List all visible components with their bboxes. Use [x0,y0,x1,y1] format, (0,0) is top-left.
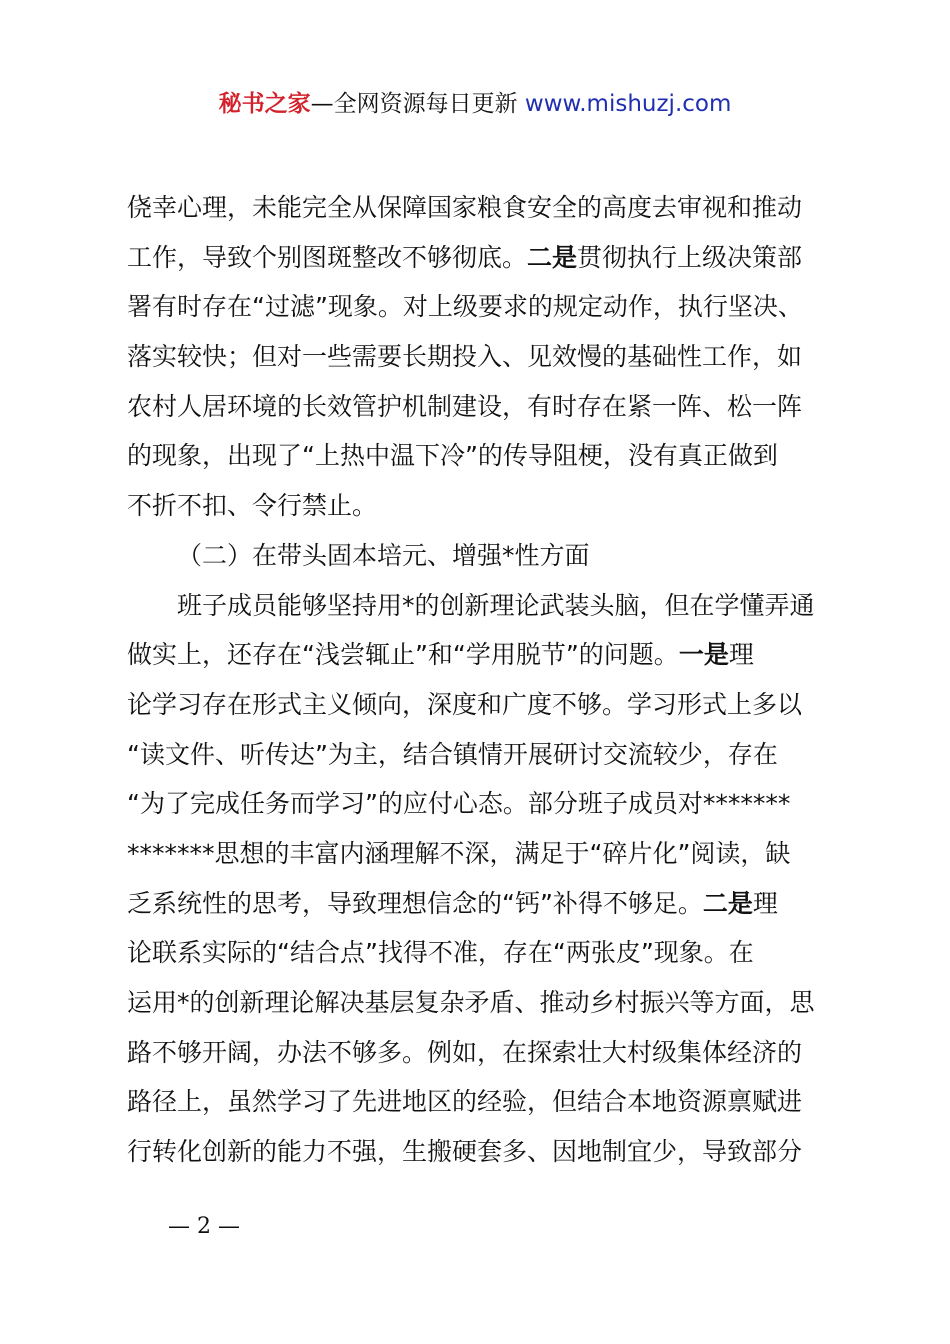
text-segment: 路径上，虽然学习了先进地区的经验，但结合本地资源禀赋进 [127,1087,803,1117]
text-segment: 论学习存在形式主义倾向，深度和广度不够。学习形式上多以 [127,689,803,719]
text-line [127,332,839,382]
text-segment: 不折不扣、令行禁止。 [127,491,378,521]
text-line [127,481,839,531]
text-line [127,1077,839,1127]
site-header [0,88,950,120]
text-segment: 工作，导致个别图斑整改不够彻底。 [127,242,528,272]
text-line [127,928,839,978]
text-segment: 署有时存在“过滤”现象。对上级要求的规定动作，执行坚决、 [127,292,803,322]
text-line [127,382,839,432]
text-line [127,1028,839,1078]
text-segment: 的现象，出现了“上热中温下冷”的传导阻梗，没有真正做到 [127,441,778,471]
site-brand: 秘书之家 [218,91,311,117]
text-line [127,829,839,879]
bold-marker: 二是 [527,242,578,272]
bold-marker: 一是 [678,640,729,670]
text-segment: “读文件、听传达”为主，结合镇情开展研讨交流较少，存在 [127,739,778,769]
text-line [127,680,839,730]
text-segment: 运用*的创新理论解决基层复杂矛盾、推动乡村振兴等方面，思 [127,988,815,1017]
text-line [127,730,839,780]
page-number: — 2 — [168,1214,240,1239]
text-line [127,879,839,929]
text-segment: 班子成员能够坚持用*的创新理论武装头脑，但在学懂弄通 [177,590,815,620]
text-line [127,630,839,680]
text-segment: *******思想的丰富内涵理解不深，满足于“碎片化”阅读，缺 [127,838,791,868]
text-segment: 论联系实际的“结合点”找得不准，存在“两张皮”现象。在 [127,938,754,968]
text-segment: （二）在带头固本培元、增强*性方面 [177,540,590,570]
text-segment: 落实较快；但对一些需要长期投入、见效慢的基础性工作，如 [127,342,803,372]
text-line [127,978,839,1028]
text-line [127,581,839,631]
text-segment: 农村人居环境的长效管护机制建设，有时存在紧一阵、松一阵 [127,391,803,421]
text-segment: “为了完成任务而学习”的应付心态。部分班子成员对******* [127,789,791,819]
text-line [127,282,839,332]
text-line [127,779,839,829]
text-segment: 做实上，还存在“浅尝辄止”和“学用脱节”的问题。 [127,640,679,670]
text-line [127,183,839,233]
text-segment: 贯彻执行上级决策部 [577,242,803,272]
text-line [127,1127,839,1177]
document-body [127,183,839,1177]
bold-marker: 二是 [702,888,753,918]
site-url[interactable]: www.mishuzj.com [524,91,732,117]
site-tagline: —全网资源每日更新 [310,91,525,117]
text-line [127,431,839,481]
section-heading [127,531,839,581]
text-segment: 理 [752,888,778,918]
text-segment: 路不够开阔，办法不够多。例如，在探索壮大村级集体经济的 [127,1037,803,1067]
text-segment: 理 [728,640,754,670]
text-segment: 侥幸心理，未能完全从保障国家粮食安全的高度去审视和推动 [127,193,803,222]
text-segment: 行转化创新的能力不强，生搬硬套多、因地制宜少，导致部分 [127,1137,803,1167]
text-segment: 乏系统性的思考，导致理想信念的“钙”补得不够足。 [127,888,703,918]
text-line [127,233,839,283]
